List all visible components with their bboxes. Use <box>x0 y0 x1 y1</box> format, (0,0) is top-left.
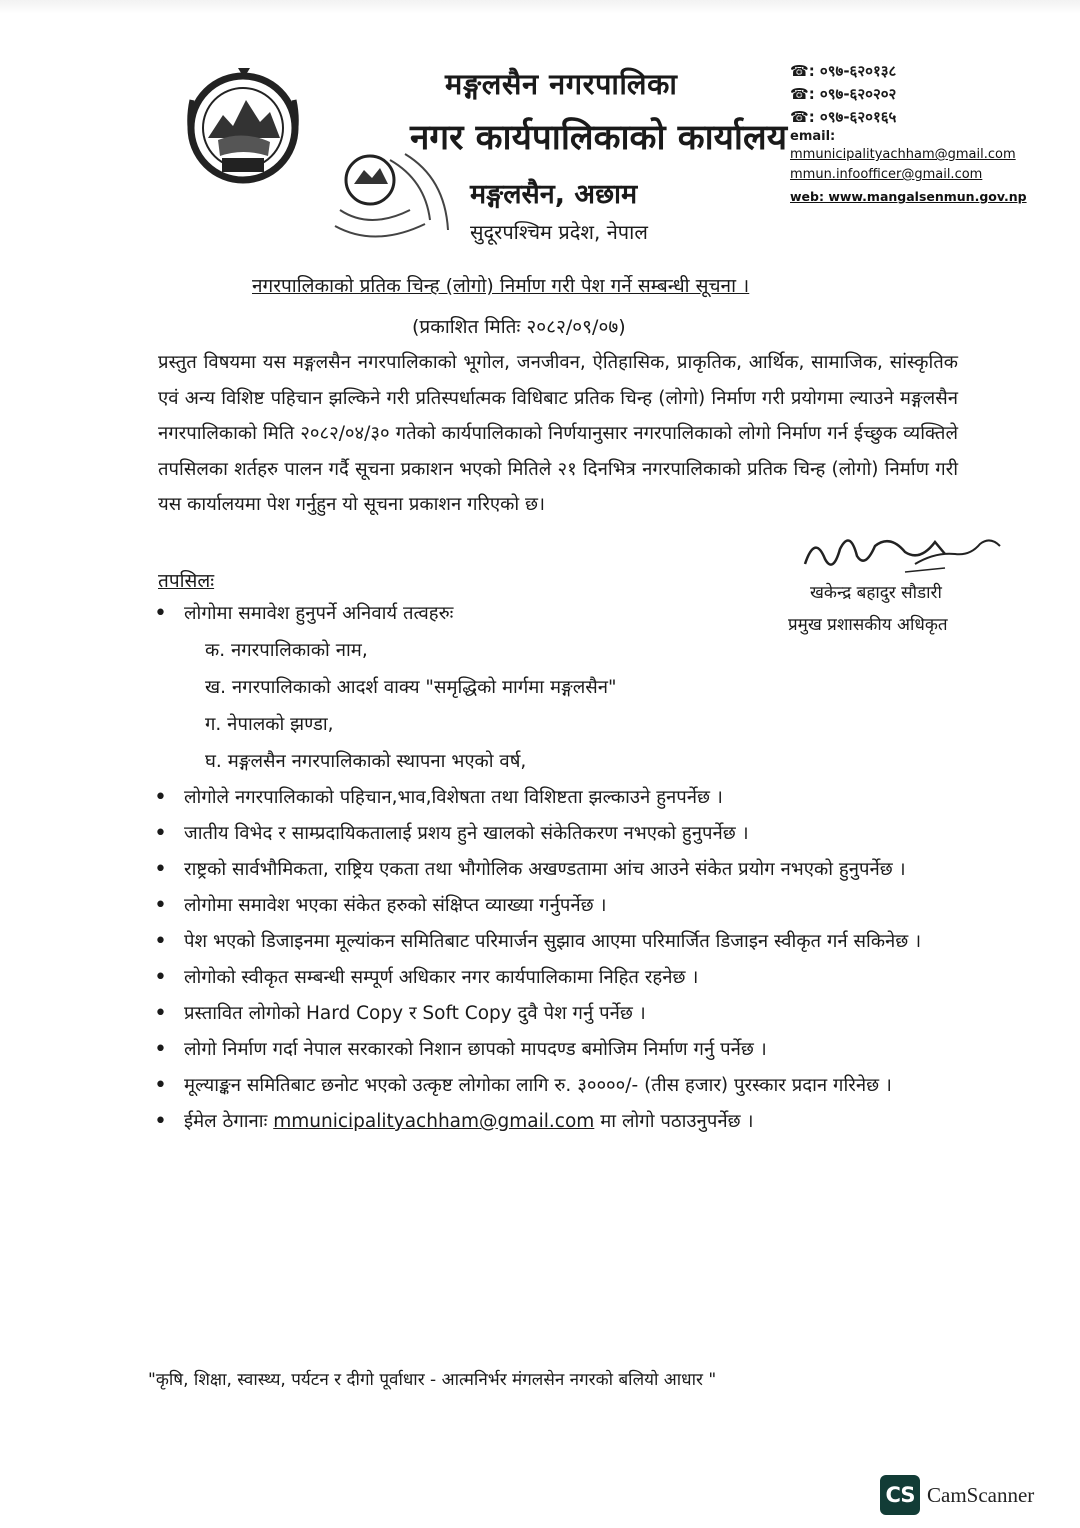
list-item: • राष्ट्रको सार्वभौमिकता, राष्ट्रिय एकता तथा भौगोलिक अखण्डतामा आंच आउने संकेत प्रयोग नभएको हुनुपर्नेछ । <box>150 852 960 888</box>
signatory-title: प्रमुख प्रशासकीय अधिकृत <box>788 615 948 635</box>
phone-icon: ☎ <box>790 108 809 126</box>
nepal-emblem-icon <box>178 60 308 190</box>
phone-icon: ☎ <box>790 62 809 80</box>
sub-item: ख. नगरपालिकाको आदर्श वाक्य "समृद्धिको मार्गमा मङ्गलसैन" <box>205 677 617 698</box>
notice-body: प्रस्तुत विषयमा यस मङ्गलसैन नगरपालिकाको भूगोल, जनजीवन, ऐतिहासिक, प्राकृतिक, आर्थिक, सामाजिक, सांस्कृतिक एवं अन्य विशिष्ट पहिचान झल्किने गरी प्रतिस्पर्धात्मक विधिबाट प्रतिक चिन्ह (लोगो) निर्माण गरी प्रयोगमा ल्याउने मङ्गलसैन नगरपालिकाको मिति २०८२/०४/३० गतेको कार्यपालिकाको निर्णयानुसार नगरपालिकाको लोगो निर्माण गर्न ईच्छुक व्यक्तिले तपसिलका शर्तहरु पालन गर्दै सूचना प्रकाशन भएको मितिले २१ दिनभित्र नगरपालिकाको प्रतिक चिन्ह (लोगो) निर्माण गरी यस कार्यालयमा पेश गर्नुहुन यो सूचना प्रकाशन गरिएको छ। <box>158 352 958 515</box>
email-link[interactable]: mmunicipalityachham@gmail.com <box>790 147 1016 162</box>
email-prefix: ईमेल ठेगानाः <box>184 1111 268 1132</box>
list-item: • प्रस्तावित लोगोको Hard Copy र Soft Copy दुवै पेश गर्नु पर्नेछ । <box>150 996 960 1032</box>
phone-line: ☎: ०९७-६२०१६५ <box>790 108 897 126</box>
office-location: मङ्गलसैन, अछाम <box>470 179 638 210</box>
list-item <box>150 1104 960 1140</box>
website-link[interactable]: web: www.mangalsenmun.gov.np <box>790 189 1027 204</box>
email-link[interactable]: mmun.infoofficer@gmail.com <box>790 167 983 182</box>
email-label: email: <box>790 129 836 144</box>
camscanner-logo-icon: CS <box>880 1475 920 1515</box>
municipality-name: मङ्गलसैन नगरपालिका <box>445 67 678 101</box>
notice-subject: नगरपालिकाको प्रतिक चिन्ह (लोगो) निर्माण गरी पेश गर्ने सम्बन्धी सूचना । <box>252 275 750 297</box>
list-item <box>150 596 960 780</box>
submission-email-link[interactable]: mmunicipalityachham@gmail.com <box>273 1111 595 1132</box>
office-name: नगर कार्यपालिकाको कार्यालय <box>410 118 788 158</box>
footer-slogan: "कृषि, शिक्षा, स्वास्थ्य, पर्यटन र दीगो पूर्वाधार - आत्मनिर्भर मंगलसेन नगरको बलियो आधार " <box>148 1370 717 1390</box>
conditions-list <box>150 596 960 1140</box>
camscanner-watermark: CamScanner <box>927 1483 1035 1507</box>
sub-item: ग. नेपालको झण्डा, <box>205 714 334 735</box>
list-item: • लोगो निर्माण गर्दा नेपाल सरकारको निशान छापको मापदण्ड बमोजिम निर्माण गर्नु पर्नेछ । <box>150 1032 960 1068</box>
tapasil-heading: तपसिलः <box>158 570 215 592</box>
phone-number: ०९७-६२०१३८ <box>819 62 897 80</box>
list-item: • लोगोको स्वीकृत सम्बन्धी सम्पूर्ण अधिकार नगर कार्यपालिकामा निहित रहनेछ । <box>150 960 960 996</box>
list-item: • मूल्याङ्कन समितिबाट छनोट भएको उत्कृष्ट लोगोका लागि रु. ३००००/- (तीस हजार) पुरस्कार प्रदान गरिनेछ । <box>150 1068 960 1104</box>
list-item: • लोगोमा समावेश भएका संकेत हरुको संक्षिप्त व्याख्या गर्नुपर्नेछ । <box>150 888 960 924</box>
contact-block <box>790 60 1027 208</box>
handwritten-signature <box>795 524 1010 584</box>
phone-icon: ☎ <box>790 85 809 103</box>
phone-line: ☎: ०९७-६२०१३८ <box>790 62 897 80</box>
list-item-text: लोगोमा समावेश हुनुपर्ने अनिवार्य तत्वहरुः <box>184 603 454 624</box>
sub-item: क. नगरपालिकाको नाम, <box>205 640 368 661</box>
list-item: • जातीय विभेद र साम्प्रदायिकतालाई प्रशय हुने खालको संकेतिकरण नभएको हुनुपर्नेछ । <box>150 816 960 852</box>
scan-top-edge <box>0 0 1080 14</box>
phone-number: ०९७-६२०२०२ <box>819 85 897 103</box>
sub-item: घ. मङ्गलसैन नगरपालिकाको स्थापना भएको वर्ष, <box>205 751 527 772</box>
phone-line: ☎: ०९७-६२०२०२ <box>790 85 897 103</box>
signatory-name: खकेन्द्र बहादुर सौडारी <box>810 583 942 603</box>
office-seal-stamp <box>330 150 465 260</box>
email-suffix: मा लोगो पठाउनुपर्नेछ । <box>594 1111 754 1132</box>
published-date: (प्रकाशित मितिः २०८२/०९/०७) <box>412 316 626 338</box>
list-item: • पेश भएको डिजाइनमा मूल्यांकन समितिबाट परिमार्जन सुझाव आएमा परिमार्जित डिजाइन स्वीकृत गर्न सकिनेछ । <box>150 924 960 960</box>
phone-number: ०९७-६२०१६५ <box>819 108 897 126</box>
office-province: सुदूरपश्चिम प्रदेश, नेपाल <box>470 220 648 244</box>
list-item: • लोगोले नगरपालिकाको पहिचान,भाव,विशेषता तथा विशिष्टता झल्काउने हुनपर्नेछ । <box>150 780 960 816</box>
